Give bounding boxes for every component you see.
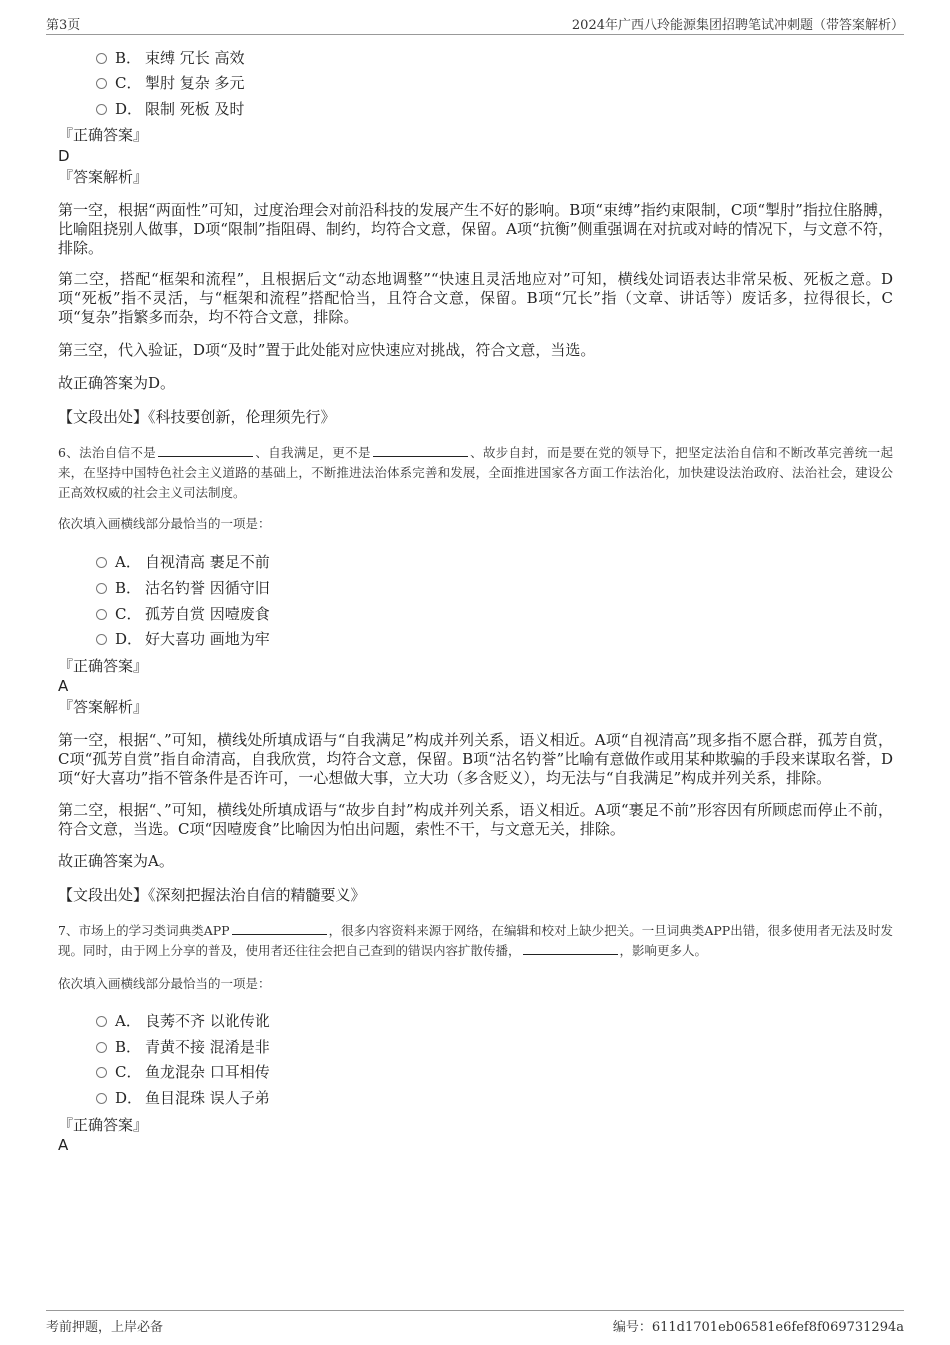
fill-blank bbox=[158, 444, 253, 457]
option-text: 青黄不接 混淆是非 bbox=[145, 1038, 270, 1056]
option-d[interactable]: D． 好大喜功 画地为牢 bbox=[96, 629, 270, 649]
option-text: 好大喜功 画地为牢 bbox=[145, 630, 270, 648]
answer-value: D bbox=[58, 147, 70, 165]
footer-slogan: 考前押题，上岸必备 bbox=[46, 1320, 164, 1335]
radio-icon[interactable] bbox=[96, 1042, 107, 1053]
option-b[interactable]: B． 沽名钓誉 因循守旧 bbox=[96, 578, 270, 598]
document-id: 编号：611d1701eb06581e6fef8f069731294a bbox=[612, 1320, 904, 1335]
radio-icon[interactable] bbox=[96, 104, 107, 115]
radio-icon[interactable] bbox=[96, 1067, 107, 1078]
fill-blank bbox=[523, 942, 618, 955]
document-title: 2024年广西八玲能源集团招聘笔试冲刺题（带答案解析） bbox=[571, 18, 904, 33]
page-header bbox=[46, 14, 904, 35]
option-text: 束缚 冗长 高效 bbox=[145, 49, 245, 67]
option-text: 良莠不齐 以讹传讹 bbox=[145, 1012, 270, 1030]
analysis-label: 『答案解析』 bbox=[58, 168, 149, 186]
page-footer bbox=[46, 1310, 904, 1335]
radio-icon[interactable] bbox=[96, 78, 107, 89]
radio-icon[interactable] bbox=[96, 557, 107, 568]
question-7-text: 7、市场上的学习类词典类APP ，很多内容资料来源于网络，在编辑和校对上缺少把关。一旦词典类APP出错，很多使用者无法及时发现。同时，由于网上分享的普及，使用者还往往会把自己查到的错误内容扩散传播， ，影响更多人。 bbox=[58, 923, 893, 958]
source-label: 【文段出处】 bbox=[58, 886, 149, 904]
analysis-paragraph: 第二空，根据“、”可知，横线处所填成语与“故步自封”构成并列关系，语义相近。A项“裹足不前”形容因有所顾虑而停止不前，符合文意，当选。C项“因噎废食”比喻因为怕出问题，索性不干，与文意无关，排除。 bbox=[58, 801, 893, 838]
radio-icon[interactable] bbox=[96, 583, 107, 594]
option-b[interactable]: B． 束缚 冗长 高效 bbox=[96, 48, 245, 68]
option-d[interactable]: D． 鱼目混珠 误人子弟 bbox=[96, 1088, 270, 1108]
option-b[interactable]: B． 青黄不接 混淆是非 bbox=[96, 1037, 270, 1057]
option-text: 限制 死板 及时 bbox=[145, 100, 245, 118]
option-text: 鱼龙混杂 口耳相传 bbox=[145, 1063, 270, 1081]
source-title: 《深刻把握法治自信的精髓要义》 bbox=[148, 886, 366, 904]
source-line bbox=[58, 407, 336, 427]
analysis-conclusion: 故正确答案为D。 bbox=[58, 374, 176, 392]
fill-blank bbox=[373, 444, 468, 457]
answer-label: 『正确答案』 bbox=[58, 126, 149, 144]
radio-icon[interactable] bbox=[96, 1093, 107, 1104]
analysis-label: 『答案解析』 bbox=[58, 698, 149, 716]
answer-label: 『正确答案』 bbox=[58, 1116, 149, 1134]
answer-value: A bbox=[58, 677, 69, 695]
option-text: 孤芳自赏 因噎废食 bbox=[145, 605, 270, 623]
option-a[interactable]: A． 良莠不齐 以讹传讹 bbox=[96, 1011, 270, 1031]
answer-value: A bbox=[58, 1136, 69, 1154]
option-a[interactable]: A． 自视清高 裹足不前 bbox=[96, 552, 270, 572]
page-number: 第3页 bbox=[46, 18, 81, 33]
answer-label: 『正确答案』 bbox=[58, 657, 149, 675]
question-prompt: 依次填入画横线部分最恰当的一项是： bbox=[58, 976, 271, 991]
option-c[interactable]: C． 鱼龙混杂 口耳相传 bbox=[96, 1062, 270, 1082]
source-title: 《科技要创新，伦理须先行》 bbox=[148, 408, 336, 426]
analysis-paragraph: 第二空，搭配“框架和流程”，且根据后文“动态地调整”“快速且灵活地应对”可知，横线处词语表达非常呆板、死板之意。D项“死板”指不灵活，与“框架和流程”搭配恰当，且符合文意，保留。B项“冗长”指（文章、讲话等）废话多，拉得很长，C项“复杂”指繁多而杂，均不符合文意，排除。 bbox=[58, 270, 893, 326]
analysis-conclusion: 故正确答案为A。 bbox=[58, 852, 174, 870]
radio-icon[interactable] bbox=[96, 53, 107, 64]
question-prompt: 依次填入画横线部分最恰当的一项是： bbox=[58, 516, 271, 531]
option-text: 自视清高 裹足不前 bbox=[145, 553, 270, 571]
source-label: 【文段出处】 bbox=[58, 408, 149, 426]
analysis-paragraph: 第一空，根据“两面性”可知，过度治理会对前沿科技的发展产生不好的影响。B项“束缚”指约束限制，C项“掣肘”指拉住胳膊，比喻阻挠别人做事，D项“限制”指阻碍、制约，均符合文意，保留。A项“抗衡”侧重强调在对抗或对峙的情况下，与文意不符，排除。 bbox=[58, 201, 893, 257]
radio-icon[interactable] bbox=[96, 609, 107, 620]
analysis-paragraph: 第一空，根据“、”可知，横线处所填成语与“自我满足”构成并列关系，语义相近。A项“自视清高”现多指不愿合群，孤芳自赏，C项“孤芳自赏”指自命清高，自我欣赏，均符合文意，保留。B项“沽名钓誉”比喻有意做作或用某种欺骗的手段来谋取名誉，D项“好大喜功”指不管条件是否许可，一心想做大事，立大功（多含贬义），均无法与“自我满足”构成并列关系，排除。 bbox=[58, 731, 893, 787]
analysis-paragraph: 第三空，代入验证，D项“及时”置于此处能对应快速应对挑战，符合文意，当选。 bbox=[58, 341, 596, 359]
source-line bbox=[58, 885, 366, 905]
option-text: 掣肘 复杂 多元 bbox=[145, 74, 245, 92]
fill-blank bbox=[232, 922, 327, 935]
radio-icon[interactable] bbox=[96, 634, 107, 645]
option-c[interactable]: C． 掣肘 复杂 多元 bbox=[96, 73, 245, 93]
question-6-text: 6、法治自信不是 、自我满足，更不是 、故步自封，而是要在党的领导下，把坚定法治自信和不断改革完善统一起来，在坚持中国特色社会主义道路的基础上，不断推进法治体系完善和发展，全面推进国家各方面工作法治化，加快建设法治政府、法治社会，建设公正高效权威的社会主义司法制度。 bbox=[58, 445, 893, 500]
radio-icon[interactable] bbox=[96, 1016, 107, 1027]
option-text: 沽名钓誉 因循守旧 bbox=[145, 579, 270, 597]
option-text: 鱼目混珠 误人子弟 bbox=[145, 1089, 270, 1107]
option-c[interactable]: C． 孤芳自赏 因噎废食 bbox=[96, 604, 270, 624]
option-d[interactable]: D． 限制 死板 及时 bbox=[96, 99, 245, 119]
